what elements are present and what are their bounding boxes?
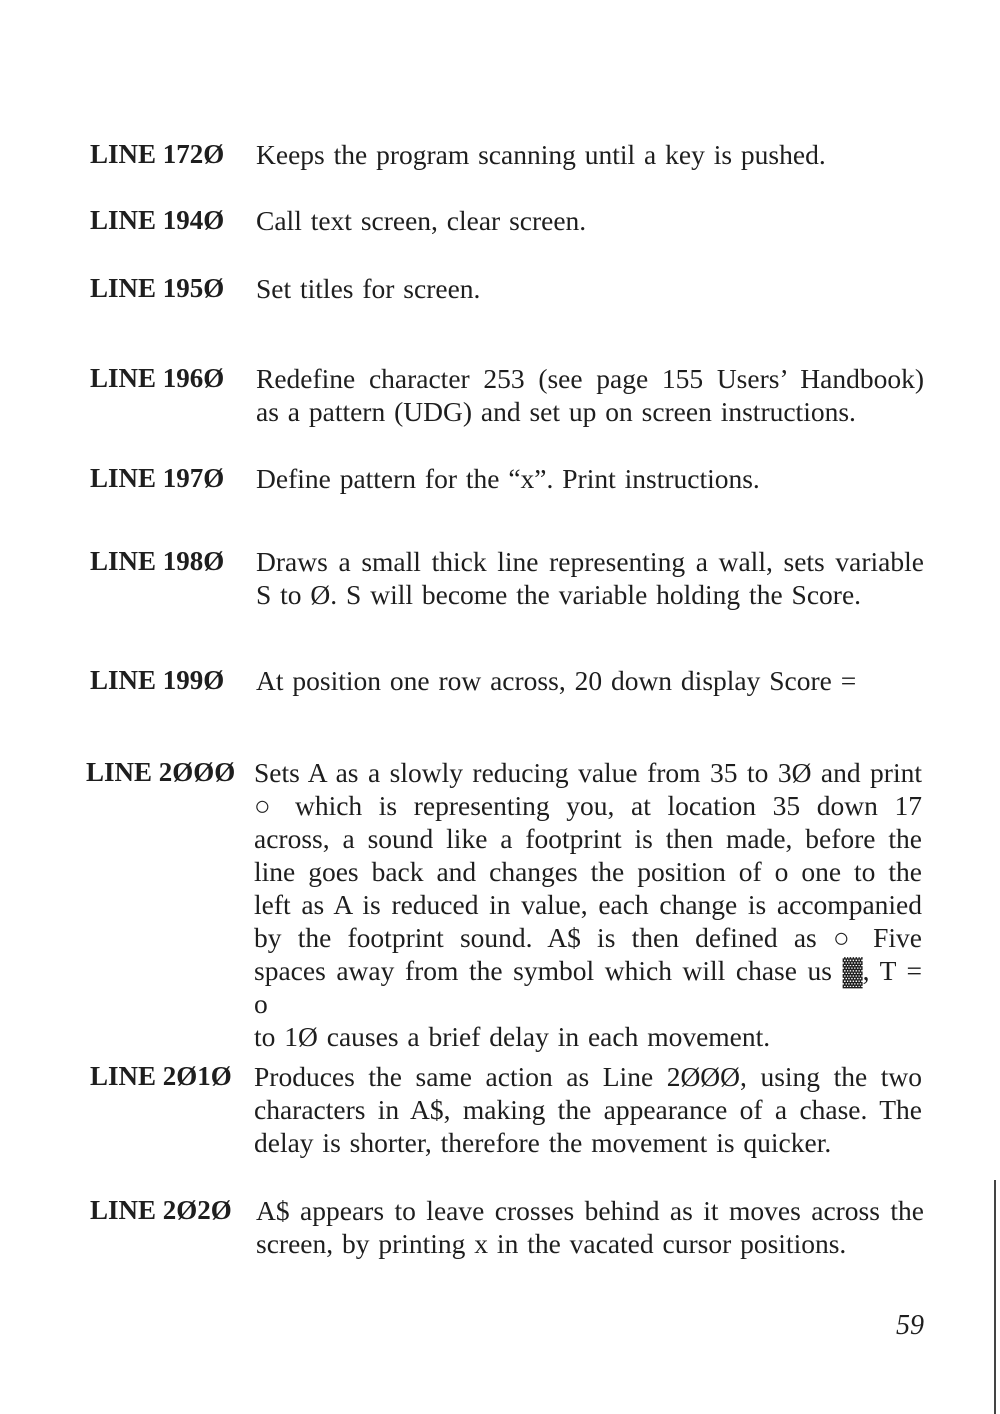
description-line: spaces away from the symbol which will chase us ▓, T = o (254, 955, 922, 1019)
line-description (256, 138, 924, 171)
line-description (256, 462, 924, 495)
line-label: LINE 197Ø (90, 463, 225, 493)
line-description (256, 1194, 924, 1260)
line-description (256, 664, 924, 697)
line-label: LINE 198Ø (90, 546, 225, 576)
description-line: as a pattern (UDG) and set up on screen instructions. (256, 396, 856, 427)
line-label: LINE 194Ø (90, 205, 225, 235)
description-line: Define pattern for the “x”. Print instructions. (256, 463, 760, 494)
line-label: LINE 2Ø2Ø (90, 1195, 232, 1225)
description-line: delay is shorter, therefore the movement is quicker. (254, 1127, 832, 1158)
description-line: At position one row across, 20 down display Score = (256, 665, 857, 696)
line-label: LINE 196Ø (90, 363, 225, 393)
description-line: to 1Ø causes a brief delay in each movement. (254, 1021, 771, 1052)
description-line: Produces the same action as Line 2ØØØ, using the two (254, 1061, 922, 1092)
description-line: A$ appears to leave crosses behind as it moves across the (256, 1195, 924, 1226)
line-description (256, 362, 924, 428)
description-line: Set titles for screen. (256, 273, 481, 304)
description-line: left as A is reduced in value, each change is accompanied (254, 889, 922, 920)
description-line: characters in A$, making the appearance of a chase. The (254, 1094, 922, 1125)
description-line: Redefine character 253 (see page 155 Users’ Handbook) (256, 363, 924, 394)
page-number: 59 (896, 1310, 924, 1341)
line-label: LINE 195Ø (90, 273, 225, 303)
line-description (256, 272, 924, 305)
description-line: Sets A as a slowly reducing value from 35 to 3Ø and print (254, 757, 922, 788)
description-line: Call text screen, clear screen. (256, 205, 587, 236)
description-line: across, a sound like a footprint is then made, before the (254, 823, 922, 854)
line-label: LINE 2ØØØ (86, 757, 236, 787)
page-edge-divider (994, 1180, 996, 1414)
line-label: LINE 172Ø (90, 139, 225, 169)
line-description (254, 1060, 922, 1159)
description-line: line goes back and changes the position of o one to the (254, 856, 922, 887)
line-description (256, 204, 924, 237)
description-line: screen, by printing x in the vacated cursor positions. (256, 1228, 847, 1259)
description-line: Draws a small thick line representing a wall, sets variable (256, 546, 924, 577)
line-description (256, 545, 924, 611)
description-line: by the footprint sound. A$ is then defined as ○ Five (254, 922, 922, 953)
description-line: S to Ø. S will become the variable holding the Score. (256, 579, 862, 610)
description-line: ○ which is representing you, at location 35 down 17 (254, 790, 922, 821)
line-label: LINE 2Ø1Ø (90, 1061, 232, 1091)
description-line: Keeps the program scanning until a key is pushed. (256, 139, 826, 170)
line-label: LINE 199Ø (90, 665, 225, 695)
line-description (254, 756, 922, 1053)
